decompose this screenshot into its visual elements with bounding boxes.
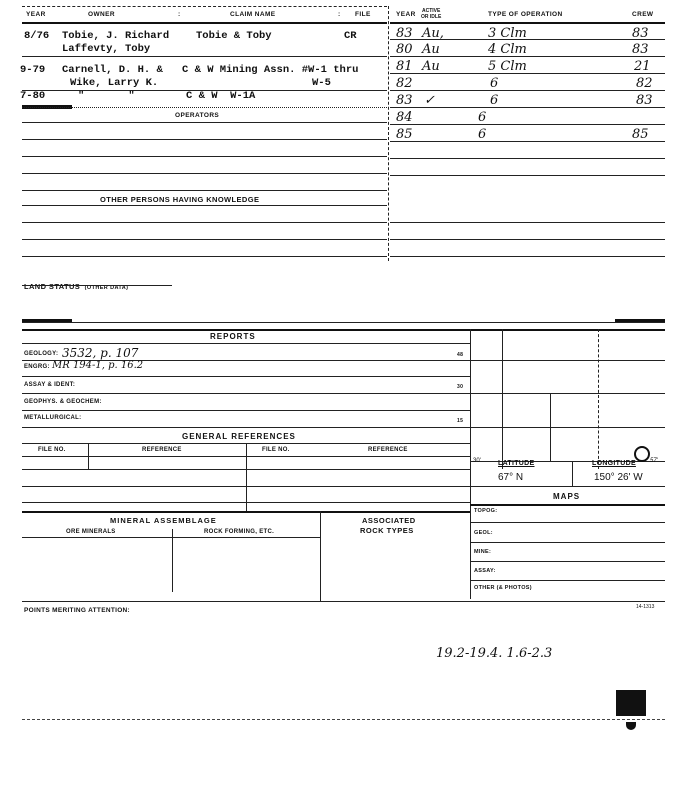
map-row: MINE: bbox=[474, 549, 492, 555]
op-type: 6 bbox=[490, 93, 499, 108]
map-row: TOPOG: bbox=[474, 508, 498, 514]
op-year: 83 bbox=[396, 26, 413, 41]
header-active-idle bbox=[421, 8, 441, 20]
general-refs-col-ref2: REFERENCE bbox=[368, 447, 408, 453]
op-year: 82 bbox=[396, 76, 413, 91]
op-active: Au bbox=[422, 42, 440, 57]
report-label: GEOPHYS. & GEOCHEM: bbox=[24, 399, 102, 405]
header-active: ACTIVE bbox=[421, 8, 441, 14]
op-crew: 83 bbox=[636, 93, 653, 108]
owner-row-claim: Tobie & Toby bbox=[196, 30, 272, 42]
header-owner: OWNER bbox=[88, 11, 115, 18]
op-year: 80 bbox=[396, 42, 413, 57]
maps-title: MAPS bbox=[553, 492, 581, 501]
punch-mark-tail bbox=[626, 722, 636, 730]
owner-row-year: 8/76 bbox=[24, 30, 50, 42]
op-crew: 85 bbox=[632, 127, 649, 142]
op-type: 6 bbox=[478, 127, 487, 142]
header-sep: : bbox=[178, 11, 181, 18]
map-row: ASSAY: bbox=[474, 568, 496, 574]
report-label: ASSAY & IDENT: bbox=[24, 382, 76, 388]
owner-row-owner: Tobie, J. Richard bbox=[62, 30, 170, 42]
bottom-note: 19.2-19.4. 1.6-2.3 bbox=[436, 646, 553, 661]
lat-long-side-note: 30' bbox=[473, 458, 481, 464]
land-status-label: LAND STATUS bbox=[24, 282, 81, 291]
owner-row-owner: Laffevty, Toby bbox=[62, 43, 151, 55]
general-refs-col-file: FILE NO. bbox=[38, 447, 66, 453]
rock-types-label: ROCK TYPES bbox=[360, 526, 414, 535]
longitude-value: 150° 26' W bbox=[594, 472, 643, 483]
owner-row-owner: Wike, Larry K. bbox=[70, 77, 159, 89]
op-crew: 83 bbox=[632, 26, 649, 41]
op-crew: 83 bbox=[632, 42, 649, 57]
op-active: ✓ bbox=[424, 93, 435, 108]
report-num: 15 bbox=[457, 418, 464, 424]
op-year: 85 bbox=[396, 127, 413, 142]
map-row: GEOL: bbox=[474, 530, 493, 536]
mineral-title: MINERAL ASSEMBLAGE bbox=[110, 516, 217, 525]
owner-row-claim: C & W Mining Assn. #W-1 thru bbox=[182, 64, 359, 76]
owner-row-owner: Carnell, D. H. & bbox=[62, 64, 163, 76]
header-crew: CREW bbox=[632, 11, 654, 18]
longitude-extra: 57' bbox=[650, 458, 658, 464]
op-year: 81 bbox=[396, 59, 413, 74]
header-idle: OR IDLE bbox=[421, 14, 442, 20]
general-refs-col-ref: REFERENCE bbox=[142, 447, 182, 453]
form-code: 14-1313 bbox=[636, 604, 655, 610]
mineral-ore: ORE MINERALS bbox=[66, 529, 116, 535]
report-value: MR 194-1, p. 16.2 bbox=[52, 360, 144, 371]
header-type-operation: TYPE OF OPERATION bbox=[488, 11, 563, 18]
op-crew: 82 bbox=[636, 76, 653, 91]
owner-row-claim: C & W W-1A bbox=[186, 90, 256, 102]
op-type: 3 Clm bbox=[488, 26, 527, 41]
op-type: 6 bbox=[478, 110, 487, 125]
header-year: YEAR bbox=[26, 11, 46, 18]
owner-row-owner: " " bbox=[78, 90, 135, 102]
report-num: 30 bbox=[457, 384, 464, 390]
land-status-sub: (OTHER DATA) bbox=[84, 285, 129, 291]
associated-label: ASSOCIATED bbox=[362, 516, 416, 525]
punch-mark bbox=[616, 690, 646, 716]
op-type: 5 Clm bbox=[488, 59, 527, 74]
op-type: 4 Clm bbox=[488, 42, 527, 57]
op-year: 83 bbox=[396, 93, 413, 108]
points-label: POINTS MERITING ATTENTION: bbox=[24, 607, 131, 614]
location-circle-icon bbox=[634, 446, 650, 462]
op-active: Au, bbox=[422, 26, 444, 41]
header-year2: YEAR bbox=[396, 11, 416, 18]
header-claim-name: CLAIM NAME bbox=[230, 11, 276, 18]
operators-label: OPERATORS bbox=[175, 112, 220, 119]
op-year: 84 bbox=[396, 110, 413, 125]
report-num: 48 bbox=[457, 352, 464, 358]
op-crew: 21 bbox=[634, 59, 651, 74]
op-active: Au bbox=[422, 59, 440, 74]
mineral-rock: ROCK FORMING, ETC. bbox=[204, 529, 275, 535]
owner-row-file: CR bbox=[344, 30, 357, 42]
map-row: OTHER (& PHOTOS) bbox=[474, 585, 532, 591]
report-label: METALLURGICAL: bbox=[24, 415, 82, 421]
owner-row-year: 9-79 bbox=[20, 64, 46, 76]
report-value: 3532, p. 107 bbox=[62, 346, 139, 360]
general-refs-col-file2: FILE NO. bbox=[262, 447, 290, 453]
latitude-value: 67° N bbox=[498, 472, 524, 483]
op-type: 6 bbox=[490, 76, 499, 91]
latitude-label: LATITUDE bbox=[498, 460, 535, 467]
owner-row-year: 7-80 bbox=[20, 90, 46, 102]
report-label: ENGRG: bbox=[24, 364, 50, 370]
reports-title: REPORTS bbox=[210, 332, 256, 341]
header-file: FILE bbox=[355, 11, 371, 18]
general-refs-title: GENERAL REFERENCES bbox=[182, 432, 296, 441]
header-sep2: : bbox=[338, 11, 341, 18]
other-persons-label: OTHER PERSONS HAVING KNOWLEDGE bbox=[100, 195, 260, 204]
longitude-label: LONGITUDE bbox=[592, 460, 636, 467]
report-label: GEOLOGY: bbox=[24, 351, 59, 357]
owner-row-claim: W-5 bbox=[312, 77, 331, 89]
